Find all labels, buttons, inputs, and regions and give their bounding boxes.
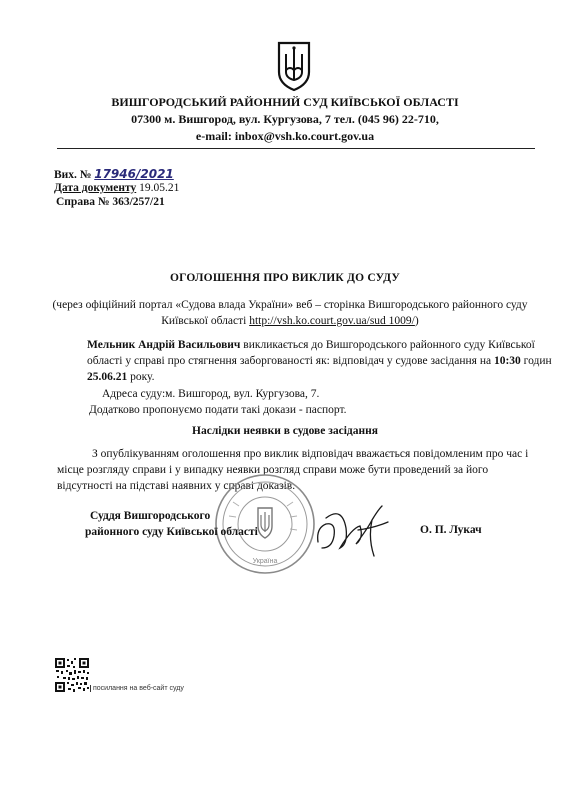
document-date-label: Дата документу — [54, 182, 137, 194]
consequences-line-1: З опублікуванням оголошення про виклик відповідач вважається повідомленим про час і — [92, 448, 529, 460]
qr-caption: посилання на веб-сайт суду — [90, 685, 184, 692]
hearing-time: 10:30 — [493, 355, 521, 367]
outgoing-label: Вих. № — [54, 169, 92, 181]
intro-suffix: ) — [414, 315, 419, 327]
judge-title-line-2: районного суду Київської області — [85, 526, 258, 538]
court-address: 07300 м. Вишгород, вул. Кургузова, 7 тел. (045 96) 22-710, — [131, 112, 439, 126]
notice-intro-line-1: (через офіційний портал «Судова влада України» веб – сторінка Вишгородського районного суду — [52, 299, 528, 311]
consequences-line-2: місце розгляду справи і у випадку неявки розгляд справи може бути проведений за його — [57, 464, 489, 476]
qr-code-icon[interactable] — [54, 657, 90, 693]
case-number: Справа № 363/257/21 — [56, 196, 165, 208]
header-divider — [57, 148, 535, 149]
notice-intro-line-2 — [40, 313, 540, 329]
stamp-country-text: Україна — [252, 558, 278, 565]
summons-text-hours: годин — [520, 355, 552, 367]
handwritten-signature-icon — [312, 498, 394, 560]
summons-line-1 — [87, 337, 547, 353]
summons-text-a: викликається до Вишгородського районного суду Київської — [240, 339, 535, 351]
court-website-link[interactable]: http://vsh.ko.court.gov.ua/sud 1009/ — [249, 315, 415, 327]
intro-prefix: Київської області — [161, 315, 250, 327]
court-name: ВИШГОРОДСЬКИЙ РАЙОННИЙ СУД КИЇВСЬКОЇ ОБЛАСТІ — [111, 95, 459, 109]
summons-line-3 — [87, 369, 155, 385]
summons-line-2 — [87, 353, 557, 369]
summons-text-b: області у справі про стягнення заборгованості як: відповідач у судове засідання на — [87, 355, 494, 367]
evidence-request: Додатково пропонуємо подати такі докази - паспорт. — [89, 404, 347, 416]
notice-title: ОГОЛОШЕННЯ ПРО ВИКЛИК ДО СУДУ — [169, 272, 401, 284]
coat-of-arms-icon — [276, 40, 312, 92]
outgoing-handwritten-number: 17946/2021 — [94, 167, 174, 181]
document-date-value: 19.05.21 — [139, 182, 180, 194]
consequences-title: Наслідки неявки в судове засідання — [192, 425, 378, 437]
consequences-line-3: відсутності на підставі наявних у справі доказів. — [57, 480, 296, 492]
judge-title-line-1: Суддя Вишгородського — [90, 510, 211, 522]
court-email: e-mail: inbox@vsh.ko.court.gov.ua — [195, 129, 375, 143]
respondent-name: Мельник Андрій Васильович — [87, 339, 241, 351]
summons-text-c: року. — [127, 371, 155, 383]
court-location: Адреса суду:м. Вишгород, вул. Кургузова, 7. — [102, 388, 320, 400]
document-date — [54, 181, 179, 196]
hearing-date: 25.06.21 — [87, 371, 128, 383]
judge-name: О. П. Лукач — [420, 524, 482, 536]
